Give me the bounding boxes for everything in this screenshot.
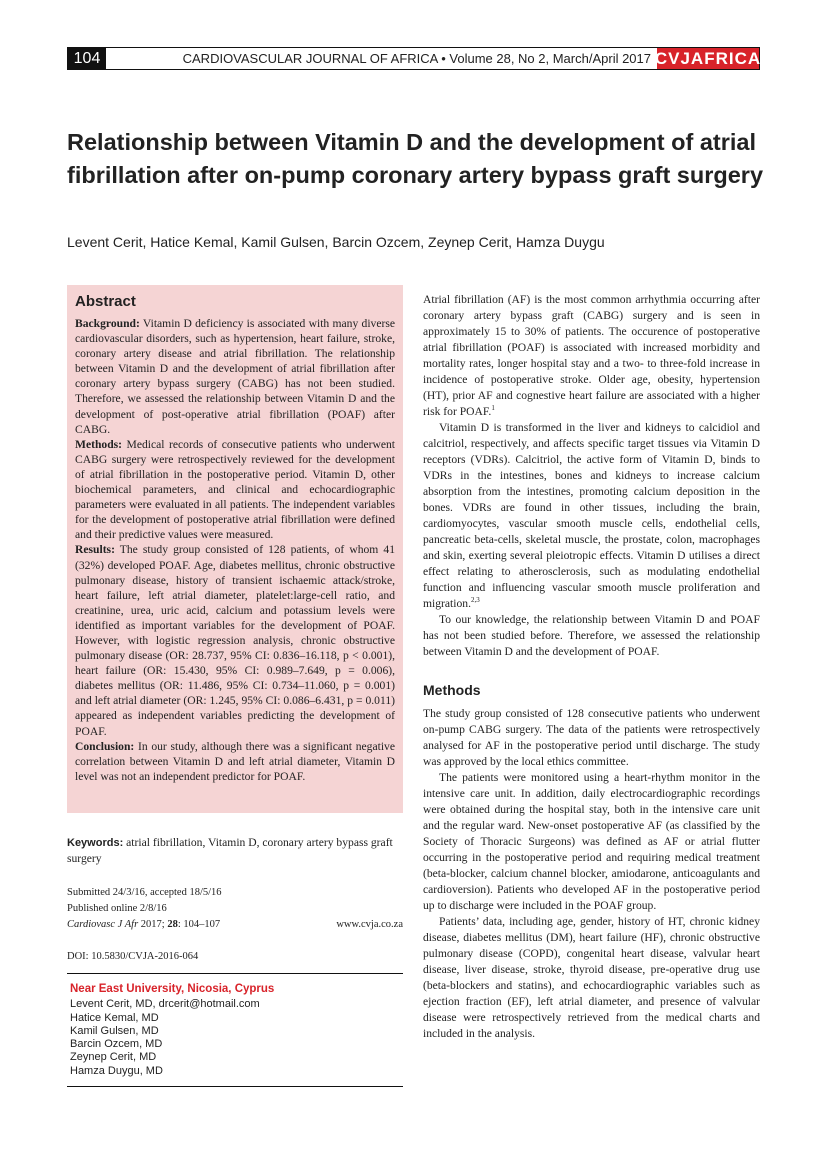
reference: 2,3 [470,596,480,605]
citation [67,917,403,933]
abstract-methods [75,437,395,543]
methods-paragraph: The patients were monitored using a heart-rhythm monitor in the intensive care unit. In addition, daily electrocardiographic recordings were obtained during the hospital stay, both in the intensive care unit and the regular ward. New-onset postoperative AF (as classified by the Society of Thoracic Surgeons) was defined as AF or atrial flutter occurring in the postoperative period and requiring medical treatment (beta-blocker, calcium channel blocker, amiodarone, anticoagulants and cardioversion). Patients who developed AF in the postoperative period up to discharge were included in the POAF group. [423,771,760,912]
author-affiliation: Barcin Ozcem, MD [70,1038,163,1051]
intro-paragraph [423,420,760,612]
text: Atrial fibrillation (AF) is the most common arrhythmia occurring after coronary artery bypass graft (CABG) surgery and is seen in approximately 15 to 30% of patients. The occurence of postoperative atrial fibrillation (POAF) is associated with increased morbidity and mortality rates, longer hospital stay and a two- to three-fold increase in incidence of postoperative stroke. Older age, obesity, hypertension (HT), prior AF and cognestive heart failure are associated with a higher risk for POAF. [423,293,760,418]
label: Conclusion: [75,739,135,753]
author-affiliation: Levent Cerit, MD, drcerit@hotmail.com [70,998,260,1011]
intro-paragraph: To our knowledge, the relationship between Vitamin D and POAF has not been studied before. Therefore, we assessed the relationship between Vitamin D and the development of POAF. [423,613,760,658]
running-header [67,47,760,70]
citation-pages: : 104–107 [177,919,221,930]
author-affiliation: Hamza Duygu, MD [70,1064,163,1077]
submitted-date: Submitted 24/3/16, accepted 18/5/16 [67,887,222,898]
author-affiliation: Zeynep Cerit, MD [70,1051,157,1064]
text: In our study, although there was a significant negative correlation between Vitamin D and left atrial diameter, Vitamin D level was not an independent predictor for POAF. [75,739,395,783]
reference: 1 [491,404,495,413]
text: Vitamin D is transformed in the liver and kidneys to calcidiol and calcitriol, respectively, and affects specific target tissues via Vitamin D receptors (VDRs). Calcitriol, the active form of Vitamin D, binds to VDRs in the intestines, bones and kidneys to increase calcium absorption from the intestines, promoting calcium deposition in the bones. VDRs are found in other tissues, including the brain, cardiomyocytes, vascular smooth muscle cells, endothelial cells, pancreatic beta-cells, skeletal muscle, the prostate, colon, macrophages and skin, exerting several pleiotropic effects. Vitamin D utilises a direct effect relating to atherosclerosis, such as modulating endothelial function and influencing vascular smooth muscle proliferation and migration. [423,421,760,610]
right-column [423,292,760,1042]
article-meta [67,885,403,965]
citation-journal: Cardiovasc J Afr [67,919,139,930]
published-date: Published online 2/8/16 [67,903,167,914]
abstract-box [67,285,403,813]
text: The study group consisted of 128 patients, of whom 41 (32%) developed POAF. Age, diabetes mellitus, chronic obstructive pulmonary disease, history of transient ischaemic attack/stroke, heart failure, left atrial diameter, platelet:large-cell ratio, and creatinine, urea, uric acid, calcium and potassium levels were identified as important variables for the development of POAF. However, with logistic regression analysis, chronic obstructive pulmonary disease (OR: 28.737, 95% CI: 0.836–16.118, p < 0.001), heart failure (OR: 15.430, 95% CI: 0.989–7.649, p = 0.006), diabetes mellitus (OR: 11.486, 95% CI: 0.734–11.060, p = 0.001) and left atrial diameter (OR: 1.245, 95% CI: 0.086–6.431, p = 0.011) appeared as independent variables predicting the development of POAF. [75,543,395,738]
citation-year: 2017; [138,919,168,930]
website-link[interactable]: www.cvja.co.za [336,919,403,930]
methods-heading: Methods [423,682,481,698]
label: Methods: [75,437,123,451]
keywords [67,835,403,867]
label: Results: [75,543,115,557]
university: Near East University, Nicosia, Cyprus [70,983,275,995]
author-affiliation: Kamil Gulsen, MD [70,1024,159,1037]
keywords-label: Keywords: [67,837,124,849]
affiliation [70,983,274,1078]
journal-line: CARDIOVASCULAR JOURNAL OF AFRICA • Volume 28, No 2, March/April 2017 [182,51,651,66]
divider [67,973,403,974]
abstract-results [75,542,395,738]
page-number: 104 [68,48,106,69]
journal-logo: CVJAFRICA [654,48,762,68]
doi[interactable]: DOI: 10.5830/CVJA-2016-064 [67,951,199,962]
intro-paragraph [423,292,760,420]
text: Vitamin D deficiency is associated with many diverse cardiovascular disorders, such as hypertension, heart failure, stroke, coronary artery disease and atrial fibrillation. The relationship between Vitamin D and the development of atrial fibrillation after coronary artery bypass surgery (CABG) has not been studied. Therefore, we assessed the relationship between Vitamin D and the development of post-operative atrial fibrillation (POAF) after CABG. [75,317,395,436]
author-list: Levent Cerit, Hatice Kemal, Kamil Gulsen, Barcin Ozcem, Zeynep Cerit, Hamza Duygu [67,234,605,250]
author-affiliation: Hatice Kemal, MD [70,1011,159,1024]
methods-paragraph: Patients’ data, including age, gender, history of HT, chronic kidney disease, diabetes mellitus (DM), heart failure (HF), chronic obstructive pulmonary disease (COPD), congenital heart disease, valvular heart disease, liver disease, stroke, thyroid disease, pre-operative drug use (beta-blockers and statins), and echocardiographic variables such as ejection fraction (EF), left atrial diameter, and presence of valvular disease were retrospectively retrieved from the medical charts and included in the analysis. [423,915,760,1040]
divider [67,1086,403,1087]
methods-paragraph: The study group consisted of 128 consecutive patients who underwent on-pump CABG surgery. The data of the patients were retrospectively analysed for AF in the postoperative period until discharge. The study was approved by the local ethics committee. [423,707,760,768]
text: Medical records of consecutive patients who underwent CABG surgery were retrospectively reviewed for the development of atrial fibrillation in the postoperative period. Vitamin D, other biochemical parameters, and clinical and echocardiographic parameters were evaluated in all patients. The independent variables for the development of postoperative atrial fibrillation were defined and their predictive values were measured. [75,437,395,542]
keywords-text: atrial fibrillation, Vitamin D, coronary artery bypass graft surgery [67,836,393,865]
abstract-background [75,316,395,437]
article-title: Relationship between Vitamin D and the development of atrial fibrillation after on-pump coronary artery bypass graft surgery [67,129,764,188]
label: Background: [75,317,140,330]
abstract-conclusion [75,739,395,784]
citation-volume: 28 [167,919,178,930]
abstract-heading: Abstract [75,293,136,310]
